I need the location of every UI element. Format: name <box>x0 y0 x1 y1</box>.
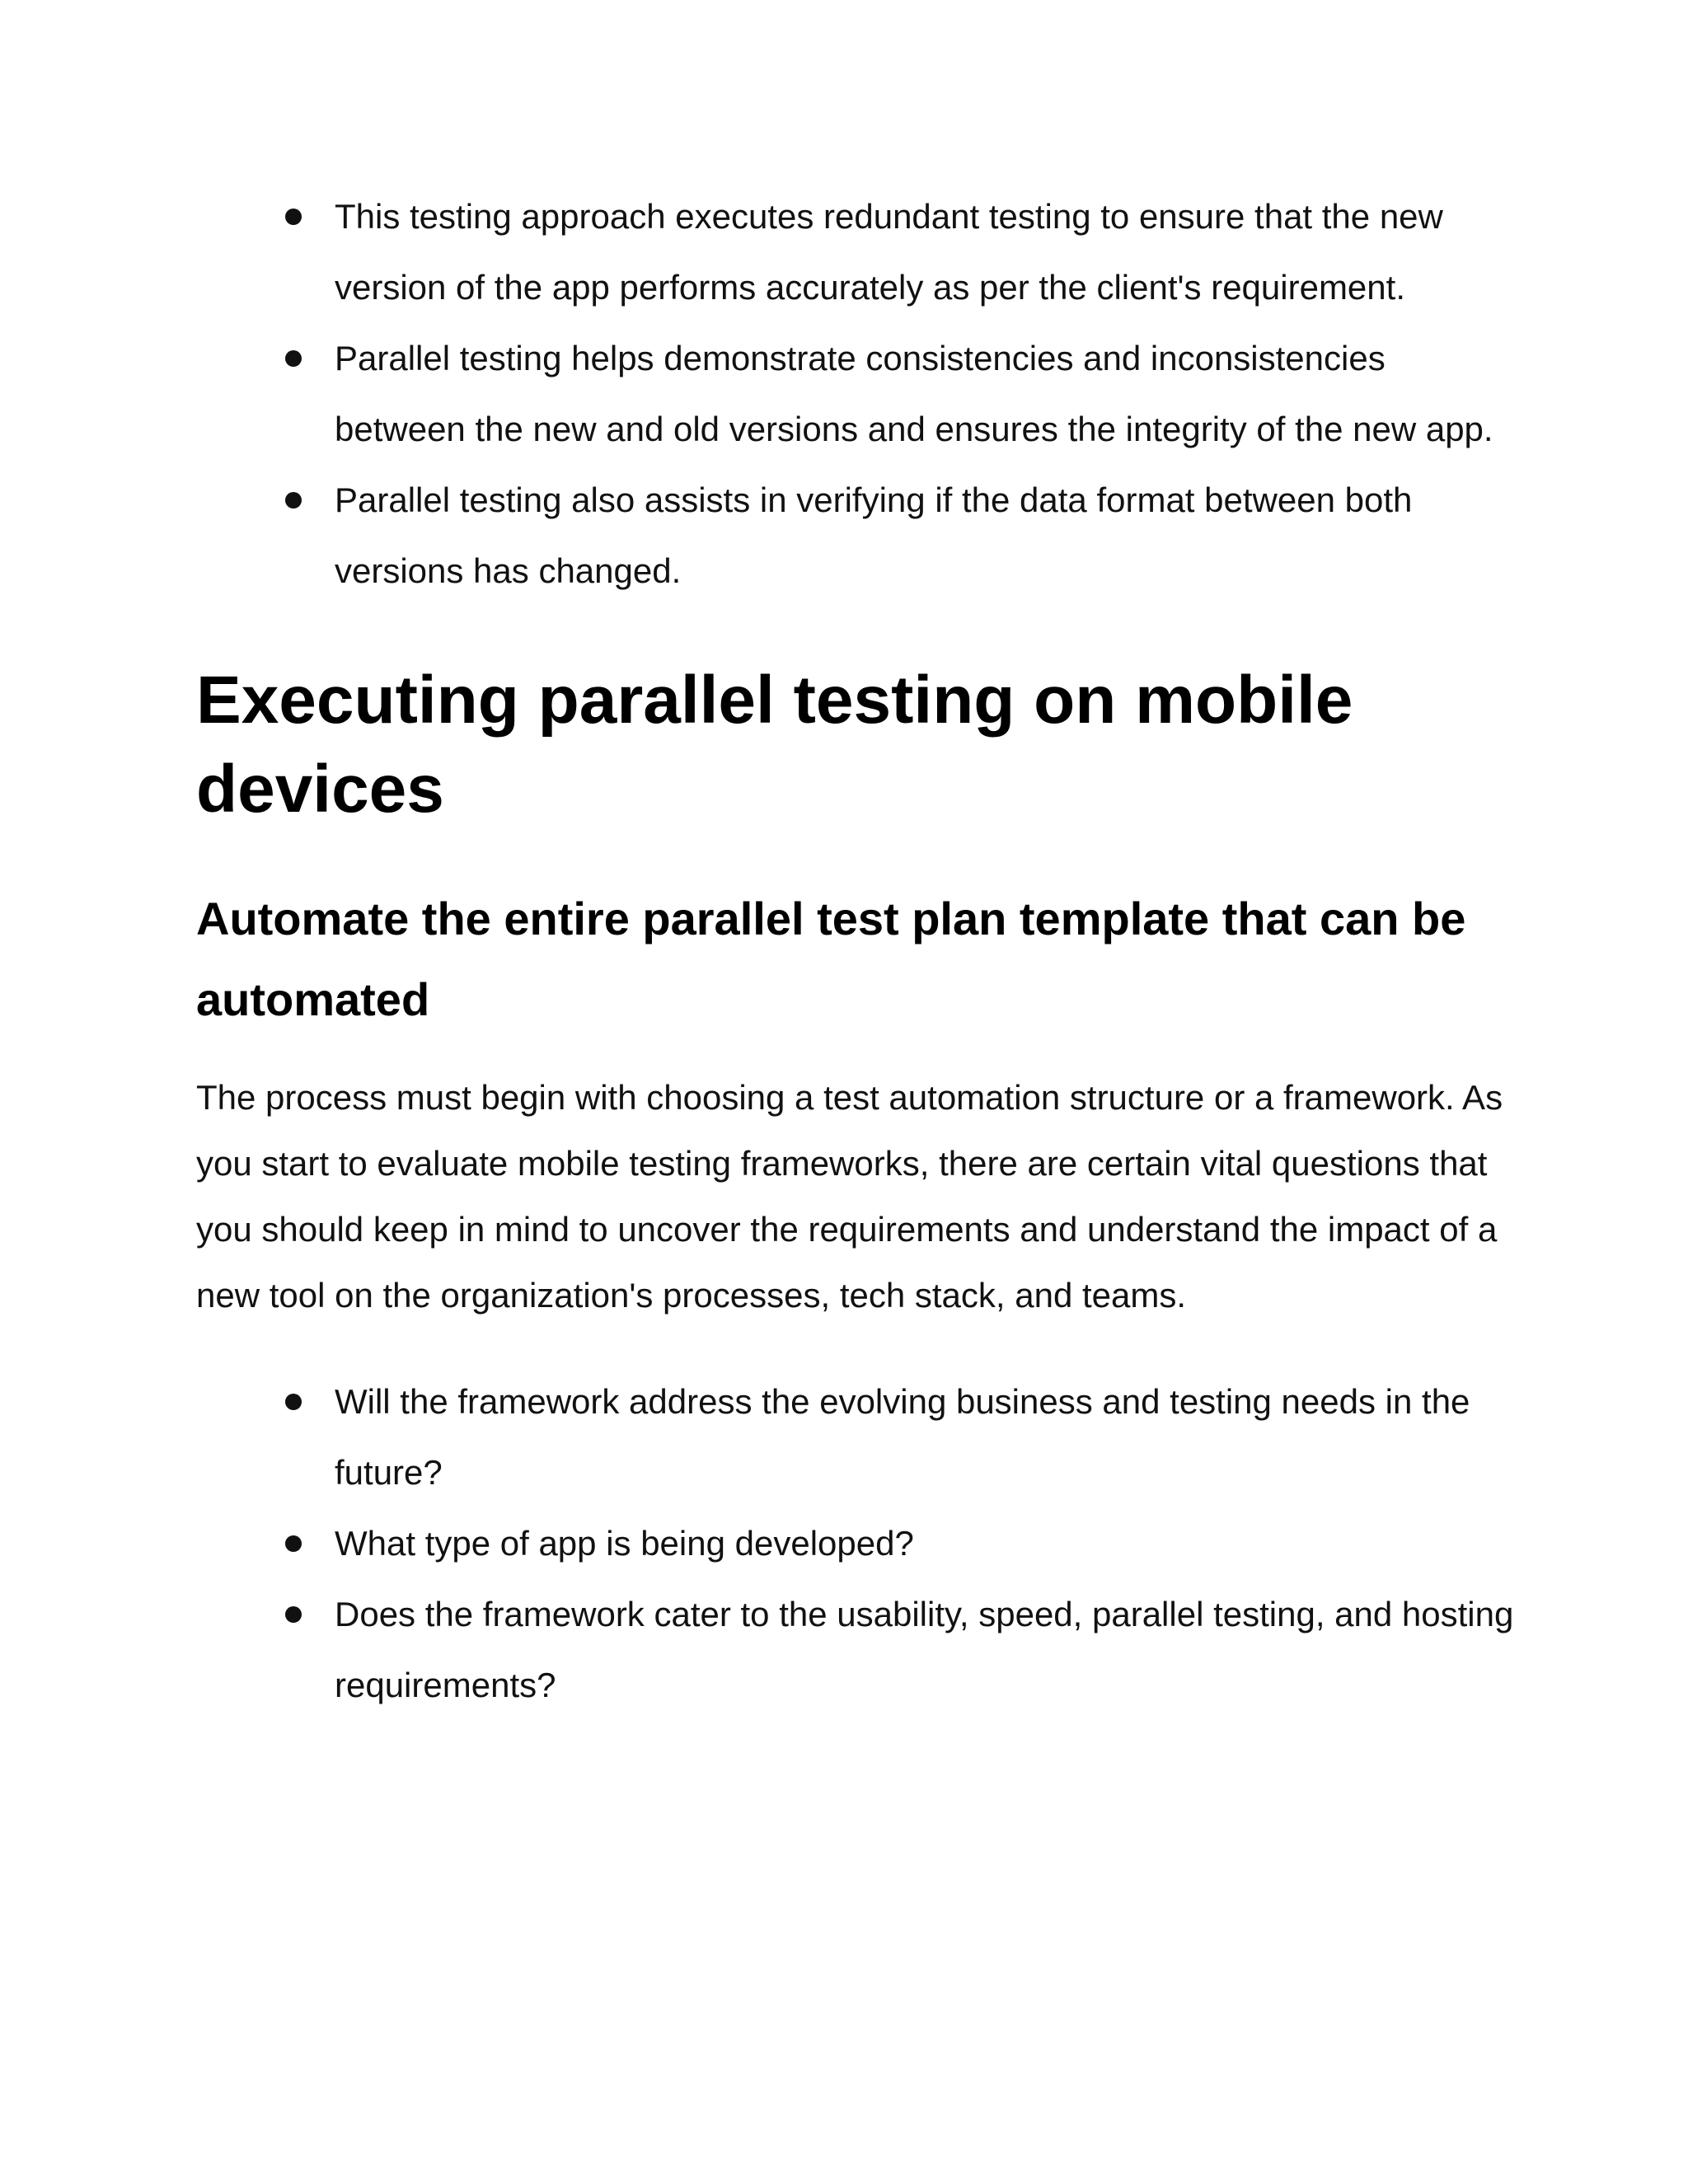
bullet-list-top <box>196 181 1523 607</box>
list-item-text: Does the framework cater to the usability, speed, parallel testing, and hosting requirements? <box>335 1595 1514 1704</box>
list-item <box>335 1579 1523 1721</box>
list-item <box>335 1508 1523 1579</box>
list-item-text: This testing approach executes redundant testing to ensure that the new version of the app performs accurately as per the client's requirement. <box>335 197 1443 307</box>
subsection-heading: Automate the entire parallel test plan template that can be automated <box>196 893 1466 1025</box>
list-item <box>335 1366 1523 1508</box>
list-item-text: Parallel testing helps demonstrate consistencies and inconsistencies between the new and old versions and ensures the integrity of the new app. <box>335 339 1493 448</box>
list-item <box>335 181 1523 323</box>
document-content <box>196 181 1523 1721</box>
bullet-icon <box>285 492 302 509</box>
list-item <box>335 465 1523 607</box>
bullet-icon <box>285 1394 302 1410</box>
bullet-icon <box>285 350 302 367</box>
bullet-icon <box>285 1606 302 1623</box>
list-item <box>335 323 1523 465</box>
bullet-icon <box>285 1535 302 1552</box>
list-item-text: Will the framework address the evolving business and testing needs in the future? <box>335 1382 1470 1492</box>
list-item-text: Parallel testing also assists in verifying if the data format between both versions has changed. <box>335 480 1413 590</box>
body-paragraph: The process must begin with choosing a test automation structure or a framework. As you start to evaluate mobile testing frameworks, there are certain vital questions that you should keep in mind to uncover the requirements and understand the impact of a new tool on the organization's processes, tech stack, and teams. <box>196 1078 1503 1315</box>
section-heading: Executing parallel testing on mobile devices <box>196 663 1353 827</box>
list-item-text: What type of app is being developed? <box>335 1524 914 1563</box>
bullet-icon <box>285 209 302 225</box>
bullet-list-bottom <box>196 1366 1523 1721</box>
